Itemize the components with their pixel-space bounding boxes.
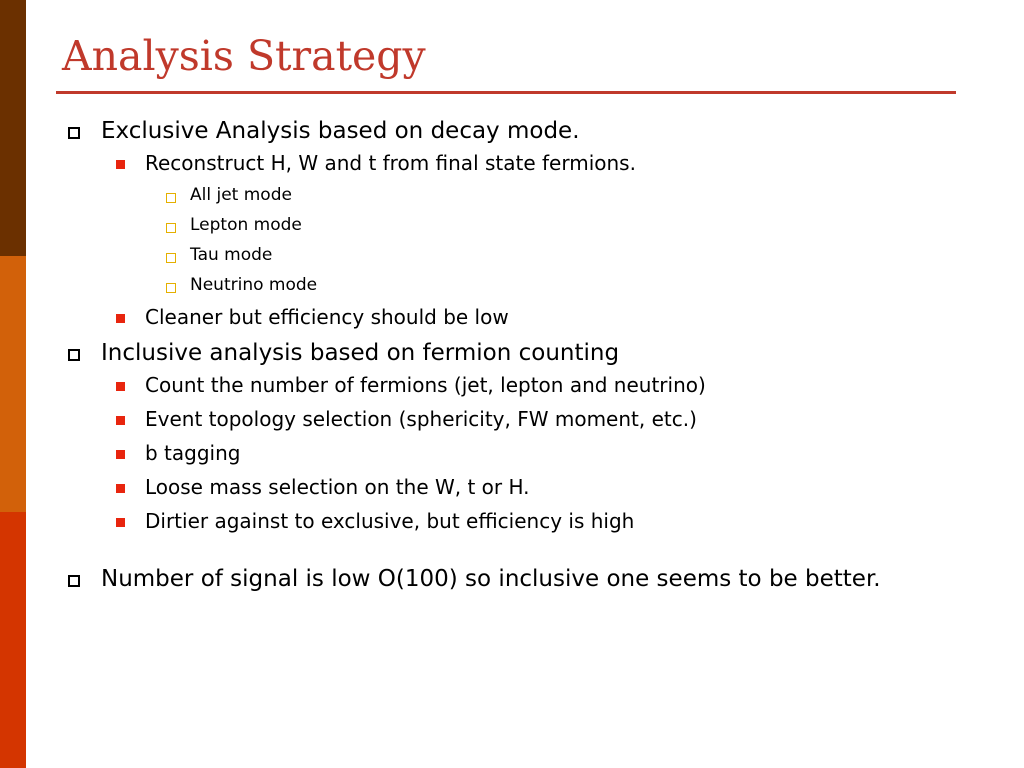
list-item xyxy=(162,244,982,266)
list-item-text: b tagging xyxy=(145,441,241,465)
list-item xyxy=(112,406,982,432)
list-item xyxy=(112,440,982,466)
list-item-text: Loose mass selection on the W, t or H. xyxy=(145,475,530,499)
list-item xyxy=(62,116,982,146)
filled-square-bullet-icon xyxy=(116,160,125,169)
bullet-list xyxy=(62,116,982,598)
hollow-square-bullet-icon xyxy=(68,127,80,139)
sidebar-decoration-bottom xyxy=(0,512,26,768)
spacer xyxy=(62,542,982,564)
list-item-text: Reconstruct H, W and t from final state fermions. xyxy=(145,151,636,175)
list-item xyxy=(62,338,982,368)
slide-title: Analysis Strategy xyxy=(62,32,426,80)
sidebar-decoration-middle xyxy=(0,256,26,512)
sidebar-decoration-top xyxy=(0,0,26,256)
list-item-text: Tau mode xyxy=(190,245,273,265)
list-item-text: Dirtier against to exclusive, but efficiency is high xyxy=(145,509,635,533)
filled-square-bullet-icon xyxy=(116,518,125,527)
list-item-text: Neutrino mode xyxy=(190,275,318,295)
filled-square-bullet-icon xyxy=(116,450,125,459)
list-item xyxy=(112,304,982,330)
list-item xyxy=(162,214,982,236)
list-item xyxy=(112,474,982,500)
list-item xyxy=(162,274,982,296)
hollow-square-bullet-icon xyxy=(68,575,80,587)
filled-square-bullet-icon xyxy=(116,382,125,391)
list-item-text: Event topology selection (sphericity, FW moment, etc.) xyxy=(145,407,697,431)
list-item xyxy=(62,564,982,594)
hollow-square-bullet-icon xyxy=(166,253,176,263)
hollow-square-bullet-icon xyxy=(166,283,176,293)
title-underline xyxy=(56,91,956,94)
filled-square-bullet-icon xyxy=(116,484,125,493)
list-item-text: Lepton mode xyxy=(190,215,302,235)
list-item-text: All jet mode xyxy=(190,185,292,205)
list-item xyxy=(162,184,982,206)
hollow-square-bullet-icon xyxy=(166,223,176,233)
hollow-square-bullet-icon xyxy=(68,349,80,361)
filled-square-bullet-icon xyxy=(116,416,125,425)
list-item xyxy=(112,150,982,176)
list-item-text: Count the number of fermions (jet, lepton and neutrino) xyxy=(145,373,706,397)
list-item xyxy=(112,508,982,534)
list-item xyxy=(112,372,982,398)
hollow-square-bullet-icon xyxy=(166,193,176,203)
filled-square-bullet-icon xyxy=(116,314,125,323)
list-item-text: Inclusive analysis based on fermion counting xyxy=(101,340,620,366)
list-item-text: Cleaner but efficiency should be low xyxy=(145,305,509,329)
list-item-text: Exclusive Analysis based on decay mode. xyxy=(101,118,580,144)
list-item-text: Number of signal is low O(100) so inclusive one seems to be better. xyxy=(101,566,881,592)
